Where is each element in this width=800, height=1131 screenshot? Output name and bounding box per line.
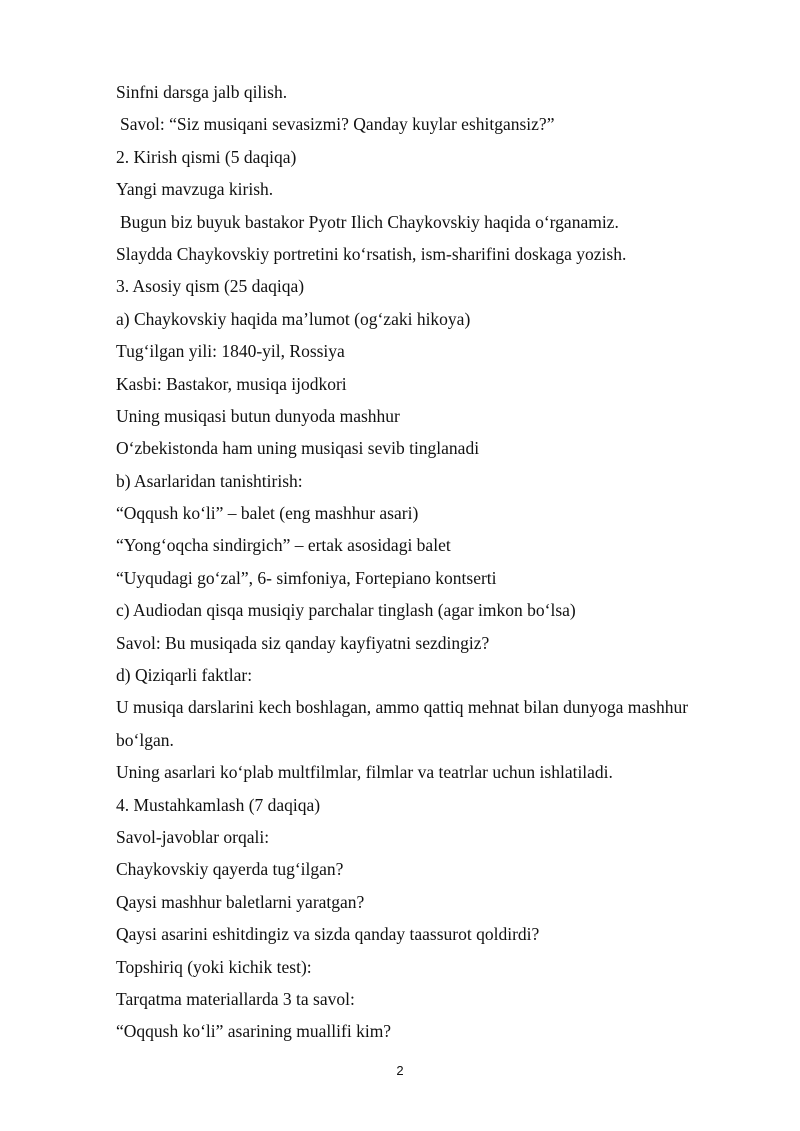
subsection-heading: d) Qiziqarli faktlar: bbox=[116, 665, 253, 686]
text-line: bo‘lgan. bbox=[116, 729, 174, 750]
text-line: “Uyqudagi go‘zal”, 6- simfoniya, Fortepiano kontserti bbox=[116, 567, 497, 588]
text-line: Kasbi: Bastakor, musiqa ijodkori bbox=[116, 373, 347, 394]
text-line: Savol: “Siz musiqani sevasizmi? Qanday kuylar eshitgansiz?” bbox=[120, 114, 555, 135]
text-line: Slaydda Chaykovskiy portretini ko‘rsatish, ism-sharifini doskaga yozish. bbox=[116, 243, 627, 264]
text-line: Uning musiqasi butun dunyoda mashhur bbox=[116, 405, 400, 426]
text-line: Chaykovskiy qayerda tug‘ilgan? bbox=[116, 859, 344, 880]
subsection-heading: b) Asarlaridan tanishtirish: bbox=[116, 470, 303, 491]
text-line: Tarqatma materiallarda 3 ta savol: bbox=[116, 988, 355, 1009]
subsection-heading: a) Chaykovskiy haqida ma’lumot (og‘zaki hikoya) bbox=[116, 308, 471, 329]
text-line: Tug‘ilgan yili: 1840-yil, Rossiya bbox=[116, 341, 345, 362]
text-line: Savol-javoblar orqali: bbox=[116, 826, 270, 847]
text-line: O‘zbekistonda ham uning musiqasi sevib tinglanadi bbox=[116, 438, 480, 459]
subsection-heading: c) Audiodan qisqa musiqiy parchalar tinglash (agar imkon bo‘lsa) bbox=[116, 600, 576, 621]
text-line: U musiqa darslarini kech boshlagan, ammo qattiq mehnat bilan dunyoga mashhur bbox=[116, 697, 689, 718]
section-heading: 2. Kirish qismi (5 daqiqa) bbox=[116, 146, 297, 167]
text-line: Yangi mavzuga kirish. bbox=[116, 179, 274, 200]
document-body bbox=[116, 76, 756, 1048]
text-line: Uning asarlari ko‘plab multfilmlar, filmlar va teatrlar uchun ishlatiladi. bbox=[116, 762, 613, 783]
text-line: Topshiriq (yoki kichik test): bbox=[116, 956, 312, 977]
section-heading: 3. Asosiy qism (25 daqiqa) bbox=[116, 276, 305, 297]
text-line: Qaysi mashhur baletlarni yaratgan? bbox=[116, 891, 365, 912]
text-line: Sinfni darsga jalb qilish. bbox=[116, 82, 288, 102]
text-line: “Oqqush ko‘li” – balet (eng mashhur asari) bbox=[116, 503, 419, 524]
text-line: “Yong‘oqcha sindirgich” – ertak asosidagi balet bbox=[116, 535, 451, 556]
page-number: 2 bbox=[396, 1063, 404, 1078]
text-line: “Oqqush ko‘li” asarining muallifi kim? bbox=[116, 1021, 392, 1042]
section-heading: 4. Mustahkamlash (7 daqiqa) bbox=[116, 794, 321, 815]
text-line: Qaysi asarini eshitdingiz va sizda qanday taassurot qoldirdi? bbox=[116, 924, 540, 945]
text-line: Savol: Bu musiqada siz qanday kayfiyatni sezdingiz? bbox=[116, 632, 490, 653]
text-line: Bugun biz buyuk bastakor Pyotr Ilich Chaykovskiy haqida o‘rganamiz. bbox=[120, 211, 619, 232]
